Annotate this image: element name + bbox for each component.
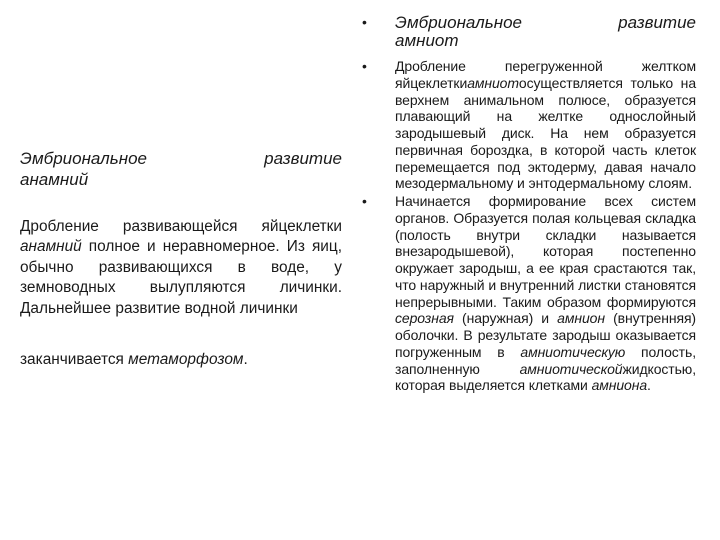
amniota-heading-line1: Эмбриональное развитие [395, 13, 696, 32]
serosa-term: серозная [395, 310, 454, 327]
amniotic-cavity-term: амниотическую [520, 343, 626, 360]
amnion-genitive-term: амниона [591, 377, 648, 394]
anamnia-heading-line2: анамний [20, 170, 89, 189]
anamnia-ending [20, 350, 342, 370]
amniota-cleavage-item [362, 58, 696, 192]
organs-text-d: полость, заполненную [395, 343, 696, 377]
anamnia-paragraph [20, 217, 342, 319]
amniota-organs-text [395, 193, 696, 394]
left-column [20, 148, 342, 370]
amniota-heading-item [362, 14, 696, 50]
anamnia-text-a: Дробление развивающейся яйцеклетки [20, 218, 342, 235]
ending-text-b: . [243, 351, 248, 369]
right-column [362, 14, 696, 394]
organs-text-f: . [647, 377, 651, 394]
bullet-icon: • [362, 193, 367, 209]
amniota-heading-line2: амниот [395, 31, 459, 50]
cleavage-text-a: Дробление перегруженной желтком яйцеклетки [395, 58, 696, 91]
organs-text-a: Начинается формирование всех систем органов. Образуется полая кольцевая складка (полость внутри складки называется внезародышевой), которая постепенно окружает зародыш, а ее края срастаются так, что наружный и внутренний листки становятся непрерывными. Таким образом формируются [395, 193, 696, 310]
organs-text-b: (наружная) и [453, 310, 558, 327]
anamnia-heading [20, 148, 342, 190]
bullet-icon: • [362, 58, 367, 74]
metamorphosis-term: метаморфозом [128, 351, 244, 369]
organs-text-e: жидкостью, которая выделяется клетками [395, 360, 696, 394]
anamnia-text-b: полное и неравномерное. Из яиц, обычно развивающихся в воде, у земноводных вылупляются личинки. Дальнейшее развитие водной личинки [20, 238, 342, 317]
cleavage-text-b: осуществляется только на верхнем анимальном полюсе, образуется плавающий на желтке однослойный зародышевый диск. На нем образуется первичная бороздка, в которой часть клеток перемещается под эктодерму, давая начало мезодермальному и энтодермальному слоям. [395, 74, 696, 192]
organs-text-c: (внутренняя) оболочки. В результате зародыш оказывается погруженным в [395, 310, 696, 360]
anamnia-term: анамний [20, 238, 82, 256]
ending-text-a: заканчивается [20, 351, 129, 369]
anamnia-heading-line1: Эмбриональное развитие [20, 149, 342, 168]
amnion-term: амнион [557, 310, 605, 327]
amniota-cleavage-text [395, 58, 696, 192]
amniota-term: амниот [467, 74, 519, 91]
amniotic-fluid-term: амниотической [519, 360, 623, 377]
bullet-icon: • [362, 14, 367, 30]
amniota-heading [395, 14, 696, 50]
amniota-organs-item [362, 193, 696, 394]
